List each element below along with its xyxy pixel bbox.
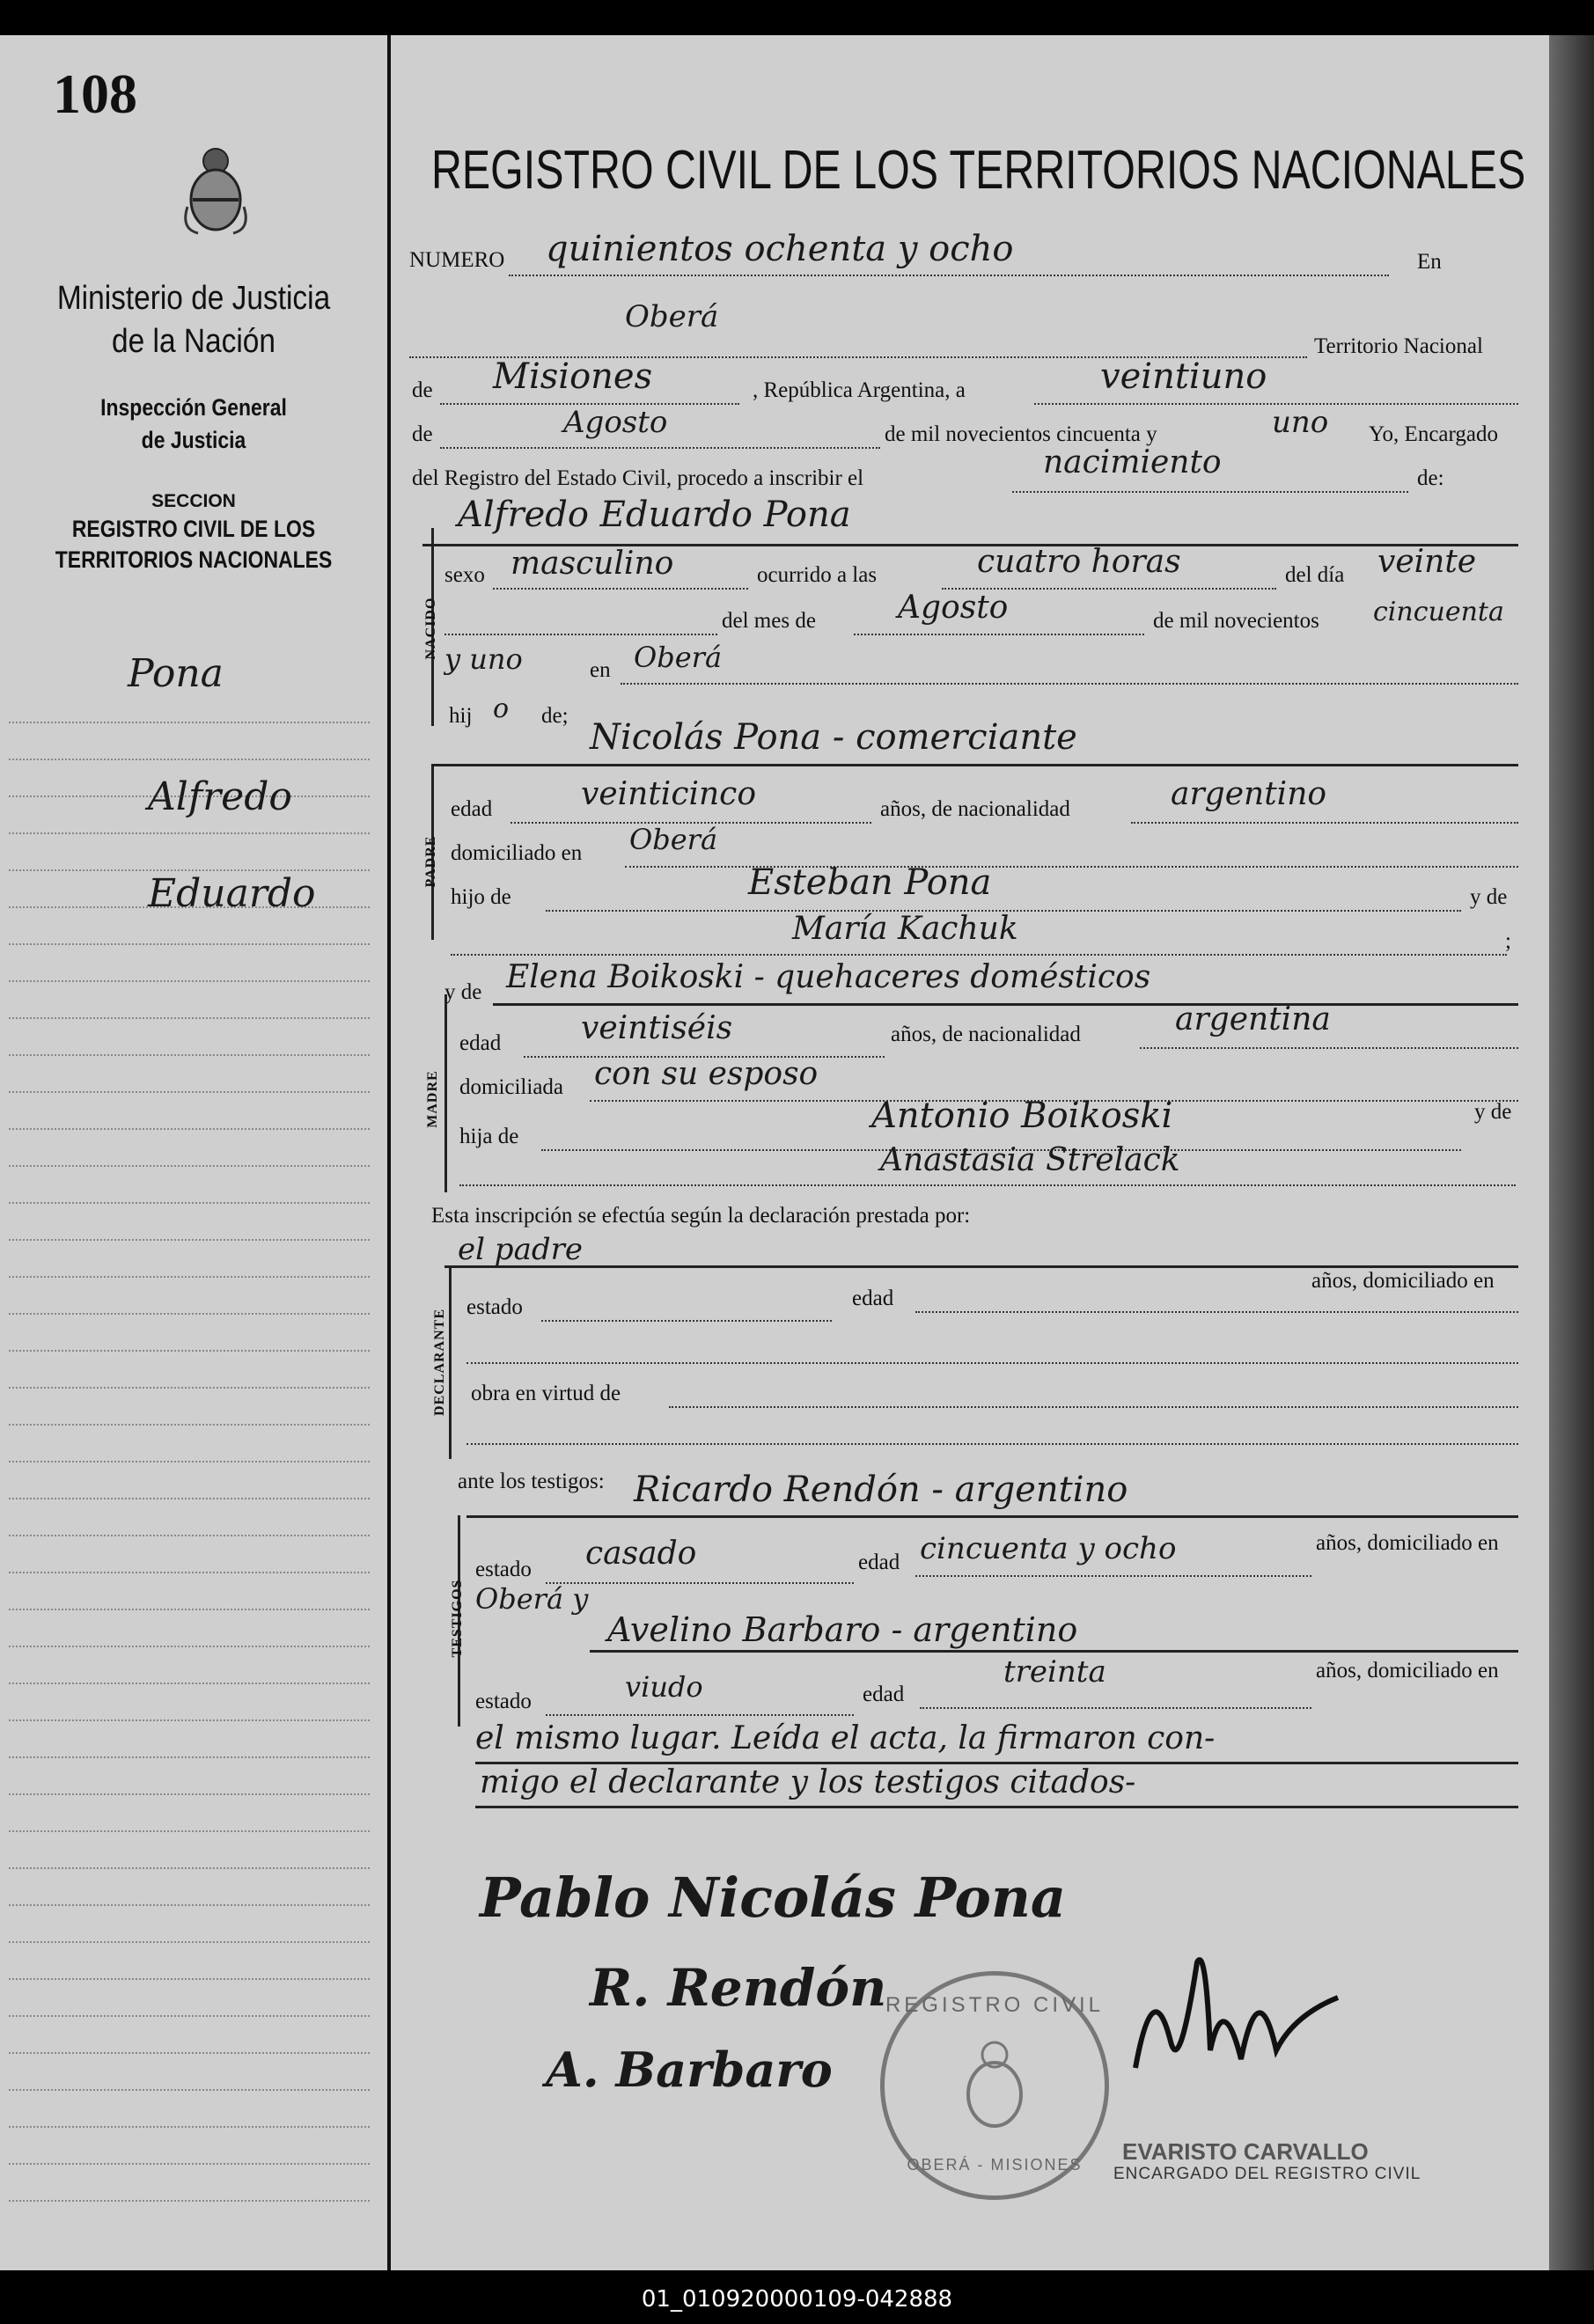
margin-rule-line bbox=[9, 943, 370, 945]
page-number: 108 bbox=[53, 62, 137, 125]
margin-rule-line bbox=[9, 1350, 370, 1352]
padre-padre-value: Esteban Pona bbox=[748, 862, 992, 903]
padre-edad-value: veinticinco bbox=[581, 776, 757, 812]
section-line1: SECCION bbox=[151, 491, 236, 511]
inspection-line1: Inspección General bbox=[100, 394, 287, 421]
de3-label: de: bbox=[1417, 466, 1444, 490]
margin-rule-line bbox=[9, 1756, 370, 1758]
testigos-label: ante los testigos: bbox=[458, 1470, 605, 1493]
madre-hija-label: hija de bbox=[459, 1125, 519, 1148]
encargado-title: ENCARGADO DEL REGISTRO CIVIL bbox=[1113, 2165, 1421, 2183]
encargado-name: EVARISTO CARVALLO bbox=[1122, 2138, 1369, 2165]
margin-rule-line bbox=[9, 1165, 370, 1167]
nacido-en-label: en bbox=[590, 658, 611, 682]
column-divider bbox=[387, 35, 391, 2270]
declarante-obra-label: obra en virtud de bbox=[471, 1382, 621, 1405]
signature-testigo1: R. Rendón bbox=[590, 1958, 887, 2018]
madre-nac-label: años, de nacionalidad bbox=[891, 1023, 1081, 1046]
declarante-label: DECLARANTE bbox=[432, 1308, 447, 1416]
margin-rule-line bbox=[9, 1387, 370, 1389]
coat-of-arms-icon bbox=[180, 145, 251, 242]
mil-novecientos-label: de mil novecientos bbox=[1153, 609, 1319, 633]
ministry-line2: de la Nación bbox=[112, 323, 275, 360]
dia-value: veintiuno bbox=[1100, 356, 1267, 397]
stamp-place: OBERÁ - MISIONES bbox=[907, 2156, 1083, 2174]
margin-rule-line bbox=[9, 1941, 370, 1943]
margin-rule-line bbox=[9, 1646, 370, 1647]
margin-rule-line bbox=[9, 1719, 370, 1721]
stamp-emblem-icon bbox=[955, 2037, 1034, 2134]
margin-rule-line bbox=[9, 2089, 370, 2091]
margin-rule-line bbox=[9, 1424, 370, 1426]
margin-rule-line bbox=[9, 1535, 370, 1536]
madre-nac-value: argentina bbox=[1175, 1001, 1331, 1037]
madre-padre-value: Antonio Boikoski bbox=[871, 1096, 1173, 1136]
margin-rule-line bbox=[9, 1202, 370, 1204]
margin-rule-line bbox=[9, 832, 370, 834]
margin-rule-line bbox=[9, 1054, 370, 1056]
padre-madre-value: María Kachuk bbox=[792, 911, 1018, 947]
nacido-mes-value: Agosto bbox=[898, 590, 1009, 626]
madre-edad-label: edad bbox=[459, 1031, 502, 1055]
margin-rule-line bbox=[9, 2163, 370, 2165]
margin-rule-line bbox=[9, 1239, 370, 1241]
testigo1-value: Ricardo Rendón - argentino bbox=[634, 1470, 1128, 1510]
sexo-value: masculino bbox=[511, 546, 674, 582]
declarante-estado-label: estado bbox=[466, 1295, 523, 1319]
registro-label: del Registro del Estado Civil, procedo a inscribir el bbox=[412, 466, 864, 490]
territorio-label: Territorio Nacional bbox=[1314, 334, 1483, 358]
en-label: En bbox=[1417, 250, 1442, 274]
margin-rule-line bbox=[9, 1017, 370, 1019]
testigo2-estado-label: estado bbox=[475, 1690, 532, 1713]
madre-edad-value: veintiséis bbox=[581, 1010, 733, 1046]
margin-rule-line bbox=[9, 1609, 370, 1610]
margin-rule-line bbox=[9, 1313, 370, 1315]
padre-edad-label: edad bbox=[451, 797, 493, 821]
declaracion-label: Esta inscripción se efectúa según la declaración prestada por: bbox=[431, 1204, 971, 1228]
padre-hijo-label: hijo de bbox=[451, 885, 511, 909]
margin-rule-line bbox=[9, 1128, 370, 1130]
testigo2-edad-label: edad bbox=[863, 1683, 905, 1706]
nacido-anio-value: cincuenta bbox=[1373, 597, 1504, 627]
margin-rule-line bbox=[9, 1572, 370, 1573]
margin-rule-line bbox=[9, 1461, 370, 1463]
closing-line1: el mismo lugar. Leída el acta, la firmaron con- bbox=[475, 1720, 1216, 1756]
margin-rule-line bbox=[9, 722, 370, 723]
testigos-label-vertical: TESTIGOS bbox=[450, 1579, 465, 1658]
hij-label: hij bbox=[449, 704, 473, 728]
stamp-text: REGISTRO CIVIL bbox=[885, 1993, 1105, 2017]
margin-rule-line bbox=[9, 2052, 370, 2054]
padre-label: PADRE bbox=[423, 835, 438, 888]
margin-middlename: Eduardo bbox=[148, 871, 316, 916]
padre-nac-value: argentino bbox=[1171, 776, 1327, 812]
signature-testigo2: A. Barbaro bbox=[546, 2042, 833, 2098]
padre-yde-label: y de bbox=[1470, 885, 1508, 909]
madre-domicilio-label: domiciliada bbox=[459, 1075, 564, 1099]
numero-label: NUMERO bbox=[409, 248, 505, 272]
anio-value: uno bbox=[1272, 405, 1329, 440]
nacido-dia-value: veinte bbox=[1377, 544, 1477, 580]
mes-value: Agosto bbox=[563, 405, 668, 440]
nombre-value: Alfredo Eduardo Pona bbox=[458, 495, 851, 535]
en-value: Oberá bbox=[625, 299, 719, 334]
ocurrido-label: ocurrido a las bbox=[757, 563, 878, 587]
testigo2-estado-value: viudo bbox=[625, 1670, 703, 1704]
acto-value: nacimiento bbox=[1043, 444, 1222, 480]
testigo1-anios-label: años, domiciliado en bbox=[1316, 1531, 1499, 1555]
republica-label: , República Argentina, a bbox=[753, 378, 966, 402]
section-line3: TERRITORIOS NACIONALES bbox=[55, 546, 333, 573]
register-page bbox=[0, 35, 1549, 2270]
padre-domicilio-value: Oberá bbox=[629, 823, 718, 856]
margin-rule-line bbox=[9, 1978, 370, 1980]
hij-de-label: de; bbox=[541, 704, 569, 728]
margin-rule-line bbox=[9, 1276, 370, 1278]
declarante-value: el padre bbox=[458, 1232, 583, 1267]
del-mes-label: del mes de bbox=[722, 609, 816, 633]
del-dia-label: del día bbox=[1285, 563, 1345, 587]
mil-label: de mil novecientos cincuenta y bbox=[885, 422, 1157, 446]
closing-line2: migo el declarante y los testigos citados- bbox=[480, 1764, 1136, 1800]
inspection-line2: de Justicia bbox=[141, 427, 246, 453]
testigo1-edad-label: edad bbox=[858, 1551, 900, 1574]
nacido-anio-value2: y uno bbox=[444, 642, 523, 676]
signature-declarante: Pablo Nicolás Pona bbox=[480, 1866, 1067, 1930]
madre-yde2-label: y de bbox=[1474, 1100, 1512, 1124]
padre-nombre-value: Nicolás Pona - comerciante bbox=[590, 717, 1077, 758]
testigo2-value: Avelino Barbaro - argentino bbox=[607, 1610, 1078, 1649]
de2-label: de bbox=[412, 422, 433, 446]
civil-registry-stamp bbox=[880, 1971, 1109, 2200]
section-title bbox=[0, 491, 387, 574]
madre-madre-value: Anastasia Strelack bbox=[880, 1142, 1180, 1178]
footer-id: 01_010920000109-042888 bbox=[641, 2286, 953, 2313]
margin-rule-line bbox=[9, 1683, 370, 1684]
yo-label: Yo, Encargado bbox=[1369, 422, 1498, 446]
madre-yde-label: y de bbox=[444, 980, 482, 1004]
testigo1-edad-value: cincuenta y ocho bbox=[920, 1531, 1177, 1566]
nacido-lugar-value: Oberá bbox=[634, 641, 723, 674]
margin-rule-line bbox=[9, 1867, 370, 1869]
sexo-label: sexo bbox=[444, 563, 485, 587]
nacido-label: NACIDO bbox=[423, 597, 438, 660]
margin-rule-line bbox=[9, 1904, 370, 1906]
margin-firstname: Alfredo bbox=[148, 774, 292, 819]
margin-rule-line bbox=[9, 2200, 370, 2202]
hora-value: cuatro horas bbox=[977, 544, 1181, 580]
padre-nac-label: años, de nacionalidad bbox=[880, 797, 1070, 821]
madre-nombre-value: Elena Boikoski - quehaceres domésticos bbox=[506, 959, 1151, 995]
padre-domicilio-label: domiciliado en bbox=[451, 841, 583, 865]
de-label: de bbox=[412, 378, 433, 402]
padre-semicolon: ; bbox=[1505, 929, 1511, 953]
inspection-title bbox=[0, 394, 387, 454]
margin-rule-line bbox=[9, 2126, 370, 2128]
hij-value: o bbox=[493, 693, 510, 724]
margin-rule-line bbox=[9, 980, 370, 982]
madre-domicilio-value: con su esposo bbox=[594, 1056, 819, 1092]
ministry-title bbox=[0, 280, 387, 361]
section-line2: REGISTRO CIVIL DE LOS bbox=[71, 516, 316, 542]
ministry-line1: Ministerio de Justicia bbox=[56, 280, 331, 317]
book-binding bbox=[1549, 35, 1594, 2270]
testigo2-edad-value: treinta bbox=[1003, 1654, 1106, 1690]
margin-rule-line bbox=[9, 1498, 370, 1499]
encargado-signature bbox=[1127, 1936, 1347, 2094]
register-title: REGISTRO CIVIL DE LOS TERRITORIOS NACIONALES bbox=[431, 140, 1526, 201]
margin-surname: Pona bbox=[128, 651, 224, 696]
margin-rule-line bbox=[9, 1793, 370, 1795]
provincia-value: Misiones bbox=[493, 356, 653, 397]
declarante-anios-label: años, domiciliado en bbox=[1311, 1269, 1495, 1293]
margin-rule-line bbox=[9, 759, 370, 760]
margin-rule-line bbox=[9, 1091, 370, 1093]
testigo1-estado-label: estado bbox=[475, 1558, 532, 1581]
margin-rule-line bbox=[9, 1830, 370, 1832]
declarante-edad-label: edad bbox=[852, 1287, 894, 1310]
testigo1-estado-value: casado bbox=[585, 1536, 697, 1572]
margin-rule-line bbox=[9, 2015, 370, 2017]
testigo1-domicilio-value: Oberá y bbox=[475, 1582, 589, 1616]
testigo2-anios-label: años, domiciliado en bbox=[1316, 1659, 1499, 1683]
numero-value: quinientos ochenta y ocho bbox=[546, 229, 1014, 269]
madre-label: MADRE bbox=[425, 1070, 440, 1128]
